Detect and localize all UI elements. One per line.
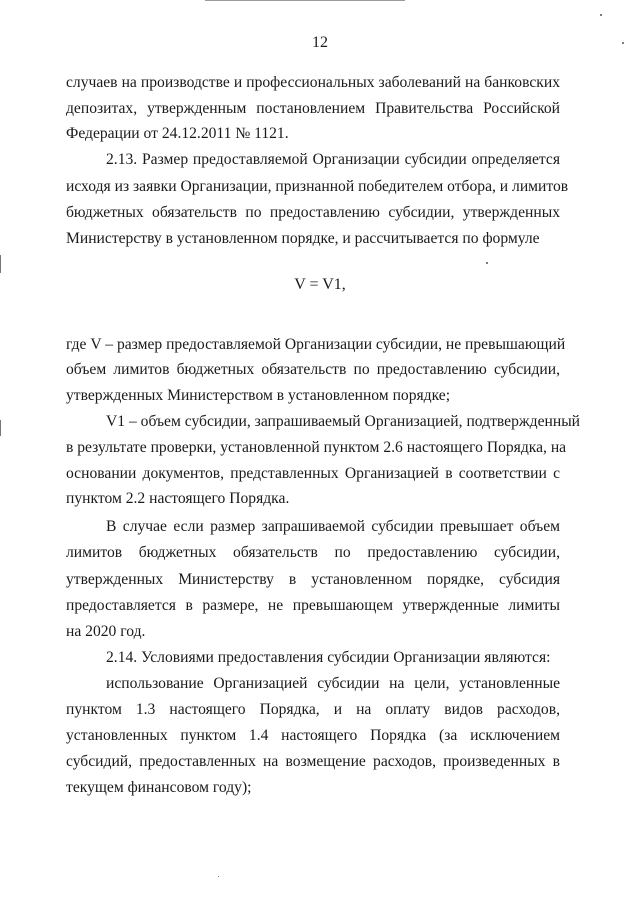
paragraph-line: V1 – объем субсидии, запрашиваемый Организацией, подтвержденный [106, 413, 581, 430]
page-number: 12 [312, 34, 328, 51]
paragraph-line: использование Организацией субсидии на цели, установленные [106, 675, 560, 692]
paragraph-line: Федерации от 24.12.2011 № 1121. [66, 125, 289, 142]
paragraph-line: исходя из заявки Организации, признанной победителем отбора, и лимитов [66, 178, 569, 195]
paragraph-line: основании документов, представленных Организацией в соответствии с [66, 465, 560, 482]
paragraph-line: утвержденных Министерству в установленном порядке, субсидия [66, 571, 560, 588]
paragraph-line: 2.13. Размер предоставляемой Организации субсидии определяется [106, 151, 560, 168]
paragraph-line: предоставляется в размере, не превышающем утвержденные лимиты [66, 597, 560, 614]
paragraph-line: бюджетных обязательств по предоставлению субсидии, утвержденных [66, 204, 560, 221]
paragraph-line: утвержденных Министерством в установленном порядке; [66, 387, 451, 404]
paragraph-line: пунктом 1.3 настоящего Порядка, и на оплату видов расходов, [66, 701, 560, 718]
paragraph-line: 2.14. Условиями предоставления субсидии Организации являются: [106, 649, 551, 666]
paragraph-line: случаев на производстве и профессиональных заболеваний на банковских [66, 74, 560, 91]
paragraph-line: текущем финансовом году); [66, 779, 252, 796]
top-edge-line [205, 0, 405, 1]
formula: V = V1, [294, 276, 346, 293]
paragraph-line: пунктом 2.2 настоящего Порядка. [66, 490, 290, 507]
paragraph-line: В случае если размер запрашиваемой субсидии превышает объем [106, 518, 560, 535]
scan-speck [486, 262, 488, 264]
paragraph-line: объем лимитов бюджетных обязательств по предоставлению субсидии, [66, 361, 560, 378]
scan-speck [600, 14, 602, 16]
scan-edge-mark [0, 420, 1, 436]
paragraph-line: субсидий, предоставленных на возмещение расходов, произведенных в [66, 753, 560, 770]
paragraph-line: лимитов бюджетных обязательств по предоставлению субсидии, [66, 544, 560, 561]
scan-speck [218, 876, 219, 877]
paragraph-line: где V – размер предоставляемой Организации субсидии, не превышающий [66, 336, 566, 353]
paragraph-line: депозитах, утвержденным постановлением Правительства Российской [66, 100, 560, 117]
paragraph-line: в результате проверки, установленной пунктом 2.6 настоящего Порядка, на [66, 439, 567, 456]
scan-edge-mark [0, 255, 1, 273]
paragraph-line: установленных пунктом 1.4 настоящего Порядка (за исключением [66, 727, 560, 744]
paragraph-line: на 2020 год. [66, 623, 146, 640]
paragraph-line: Министерству в установленном порядке, и рассчитывается по формуле [66, 230, 540, 247]
